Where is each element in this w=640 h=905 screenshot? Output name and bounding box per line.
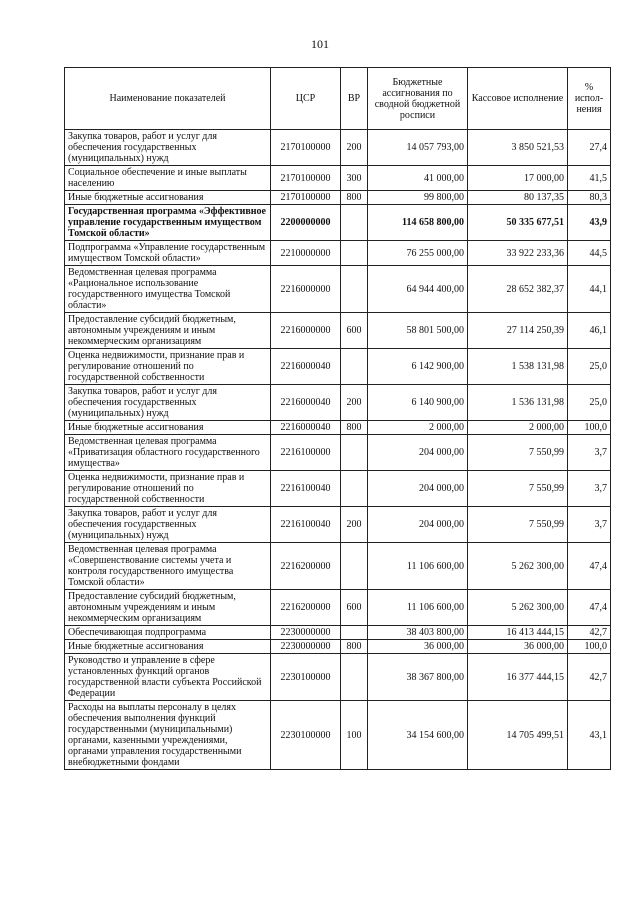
header-percent: % испол-нения — [568, 68, 611, 130]
cell-csr: 2230100000 — [271, 654, 341, 701]
cell-vr: 200 — [341, 385, 368, 421]
cell-cash: 17 000,00 — [468, 166, 568, 191]
table-row — [65, 349, 611, 385]
cell-budget: 204 000,00 — [368, 435, 468, 471]
cell-cash: 5 262 300,00 — [468, 590, 568, 626]
cell-vr — [341, 626, 368, 640]
cell-percent: 3,7 — [568, 507, 611, 543]
cell-name: Расходы на выплаты персоналу в целях обеспечения выполнения функций государственными (муниципальными) органами, казенными учреждениями, органами управления государственными внебюджетными фондами — [65, 701, 271, 770]
table-row — [65, 543, 611, 590]
cell-percent: 80,3 — [568, 191, 611, 205]
cell-cash: 27 114 250,39 — [468, 313, 568, 349]
cell-csr: 2216200000 — [271, 590, 341, 626]
cell-budget: 58 801 500,00 — [368, 313, 468, 349]
table-row — [65, 471, 611, 507]
cell-csr: 2216100040 — [271, 507, 341, 543]
cell-budget: 114 658 800,00 — [368, 205, 468, 241]
cell-name: Закупка товаров, работ и услуг для обеспечения государственных (муниципальных) нужд — [65, 507, 271, 543]
cell-budget: 11 106 600,00 — [368, 543, 468, 590]
cell-cash: 1 538 131,98 — [468, 349, 568, 385]
cell-vr: 800 — [341, 421, 368, 435]
cell-cash: 7 550,99 — [468, 471, 568, 507]
header-vr: ВР — [341, 68, 368, 130]
cell-name: Предоставление субсидий бюджетным, автономным учреждениям и иным некоммерческим организациям — [65, 313, 271, 349]
cell-percent: 25,0 — [568, 349, 611, 385]
cell-percent: 42,7 — [568, 654, 611, 701]
cell-vr: 800 — [341, 640, 368, 654]
table-row — [65, 626, 611, 640]
cell-cash: 16 413 444,15 — [468, 626, 568, 640]
cell-name: Ведомственная целевая программа «Рациональное использование государственного имущества Томской области» — [65, 266, 271, 313]
header-name: Наименование показателей — [65, 68, 271, 130]
cell-cash: 1 536 131,98 — [468, 385, 568, 421]
cell-percent: 100,0 — [568, 640, 611, 654]
cell-csr: 2216200000 — [271, 543, 341, 590]
cell-cash: 28 652 382,37 — [468, 266, 568, 313]
table-header-row — [65, 68, 611, 130]
cell-vr: 100 — [341, 701, 368, 770]
cell-csr: 2200000000 — [271, 205, 341, 241]
cell-name: Руководство и управление в сфере установленных функций органов государственной власти субъекта Российской Федерации — [65, 654, 271, 701]
cell-budget: 38 367 800,00 — [368, 654, 468, 701]
cell-name: Оценка недвижимости, признание прав и регулирование отношений по государственной собственности — [65, 349, 271, 385]
cell-name: Государственная программа «Эффективное управление государственным имуществом Томской области» — [65, 205, 271, 241]
cell-csr: 2216000000 — [271, 266, 341, 313]
cell-cash: 16 377 444,15 — [468, 654, 568, 701]
cell-cash: 7 550,99 — [468, 435, 568, 471]
cell-vr — [341, 266, 368, 313]
cell-name: Закупка товаров, работ и услуг для обеспечения государственных (муниципальных) нужд — [65, 385, 271, 421]
cell-name: Предоставление субсидий бюджетным, автономным учреждениям и иным некоммерческим организациям — [65, 590, 271, 626]
table-row — [65, 385, 611, 421]
cell-name: Закупка товаров, работ и услуг для обеспечения государственных (муниципальных) нужд — [65, 130, 271, 166]
cell-csr: 2216100000 — [271, 435, 341, 471]
header-budget: Бюджетные ассигнования по сводной бюджетной росписи — [368, 68, 468, 130]
cell-name: Иные бюджетные ассигнования — [65, 191, 271, 205]
cell-percent: 41,5 — [568, 166, 611, 191]
cell-cash: 80 137,35 — [468, 191, 568, 205]
cell-percent: 3,7 — [568, 435, 611, 471]
budget-execution-table — [64, 67, 611, 770]
table-row — [65, 241, 611, 266]
cell-cash: 33 922 233,36 — [468, 241, 568, 266]
cell-csr: 2210000000 — [271, 241, 341, 266]
cell-csr: 2170100000 — [271, 130, 341, 166]
cell-vr — [341, 205, 368, 241]
cell-vr — [341, 471, 368, 507]
table-row — [65, 701, 611, 770]
cell-name: Подпрограмма «Управление государственным имуществом Томской области» — [65, 241, 271, 266]
cell-cash: 2 000,00 — [468, 421, 568, 435]
table-row — [65, 421, 611, 435]
cell-name: Обеспечивающая подпрограмма — [65, 626, 271, 640]
cell-cash: 7 550,99 — [468, 507, 568, 543]
table-row — [65, 191, 611, 205]
cell-cash: 36 000,00 — [468, 640, 568, 654]
cell-csr: 2230000000 — [271, 640, 341, 654]
cell-csr: 2170100000 — [271, 191, 341, 205]
header-csr: ЦСР — [271, 68, 341, 130]
cell-vr — [341, 349, 368, 385]
cell-csr: 2216100040 — [271, 471, 341, 507]
cell-name: Ведомственная целевая программа «Приватизация областного государственного имущества» — [65, 435, 271, 471]
cell-budget: 204 000,00 — [368, 507, 468, 543]
table-row — [65, 166, 611, 191]
cell-percent: 27,4 — [568, 130, 611, 166]
table-row — [65, 205, 611, 241]
table-row — [65, 590, 611, 626]
cell-vr: 600 — [341, 590, 368, 626]
cell-budget: 34 154 600,00 — [368, 701, 468, 770]
cell-cash: 3 850 521,53 — [468, 130, 568, 166]
table-body — [65, 130, 611, 770]
cell-budget: 2 000,00 — [368, 421, 468, 435]
cell-budget: 41 000,00 — [368, 166, 468, 191]
cell-percent: 25,0 — [568, 385, 611, 421]
cell-budget: 38 403 800,00 — [368, 626, 468, 640]
table-row — [65, 507, 611, 543]
cell-csr: 2216000040 — [271, 349, 341, 385]
cell-percent: 3,7 — [568, 471, 611, 507]
cell-vr — [341, 435, 368, 471]
cell-percent: 44,1 — [568, 266, 611, 313]
table-row — [65, 130, 611, 166]
cell-csr: 2216000000 — [271, 313, 341, 349]
cell-cash: 50 335 677,51 — [468, 205, 568, 241]
cell-csr: 2216000040 — [271, 421, 341, 435]
cell-percent: 100,0 — [568, 421, 611, 435]
cell-budget: 6 140 900,00 — [368, 385, 468, 421]
table-row — [65, 654, 611, 701]
cell-percent: 43,1 — [568, 701, 611, 770]
cell-vr — [341, 654, 368, 701]
table-row — [65, 435, 611, 471]
table-row — [65, 266, 611, 313]
cell-budget: 64 944 400,00 — [368, 266, 468, 313]
cell-cash: 5 262 300,00 — [468, 543, 568, 590]
cell-budget: 11 106 600,00 — [368, 590, 468, 626]
cell-vr: 200 — [341, 507, 368, 543]
cell-csr: 2216000040 — [271, 385, 341, 421]
cell-name: Иные бюджетные ассигнования — [65, 421, 271, 435]
table-row — [65, 640, 611, 654]
table-row — [65, 313, 611, 349]
cell-vr — [341, 241, 368, 266]
cell-budget: 204 000,00 — [368, 471, 468, 507]
cell-percent: 47,4 — [568, 590, 611, 626]
page-number: 101 — [311, 37, 329, 51]
cell-name: Социальное обеспечение и иные выплаты населению — [65, 166, 271, 191]
cell-cash: 14 705 499,51 — [468, 701, 568, 770]
cell-budget: 99 800,00 — [368, 191, 468, 205]
cell-budget: 76 255 000,00 — [368, 241, 468, 266]
cell-name: Ведомственная целевая программа «Совершенствование системы учета и контроля государственного имущества Томской области» — [65, 543, 271, 590]
cell-vr: 600 — [341, 313, 368, 349]
cell-csr: 2170100000 — [271, 166, 341, 191]
cell-vr: 300 — [341, 166, 368, 191]
cell-percent: 44,5 — [568, 241, 611, 266]
cell-percent: 43,9 — [568, 205, 611, 241]
cell-name: Оценка недвижимости, признание прав и регулирование отношений по государственной собственности — [65, 471, 271, 507]
cell-vr — [341, 543, 368, 590]
cell-budget: 36 000,00 — [368, 640, 468, 654]
cell-name: Иные бюджетные ассигнования — [65, 640, 271, 654]
cell-percent: 47,4 — [568, 543, 611, 590]
cell-budget: 14 057 793,00 — [368, 130, 468, 166]
cell-vr: 800 — [341, 191, 368, 205]
cell-budget: 6 142 900,00 — [368, 349, 468, 385]
cell-csr: 2230100000 — [271, 701, 341, 770]
cell-vr: 200 — [341, 130, 368, 166]
cell-csr: 2230000000 — [271, 626, 341, 640]
cell-percent: 42,7 — [568, 626, 611, 640]
header-cash: Кассовое исполнение — [468, 68, 568, 130]
cell-percent: 46,1 — [568, 313, 611, 349]
